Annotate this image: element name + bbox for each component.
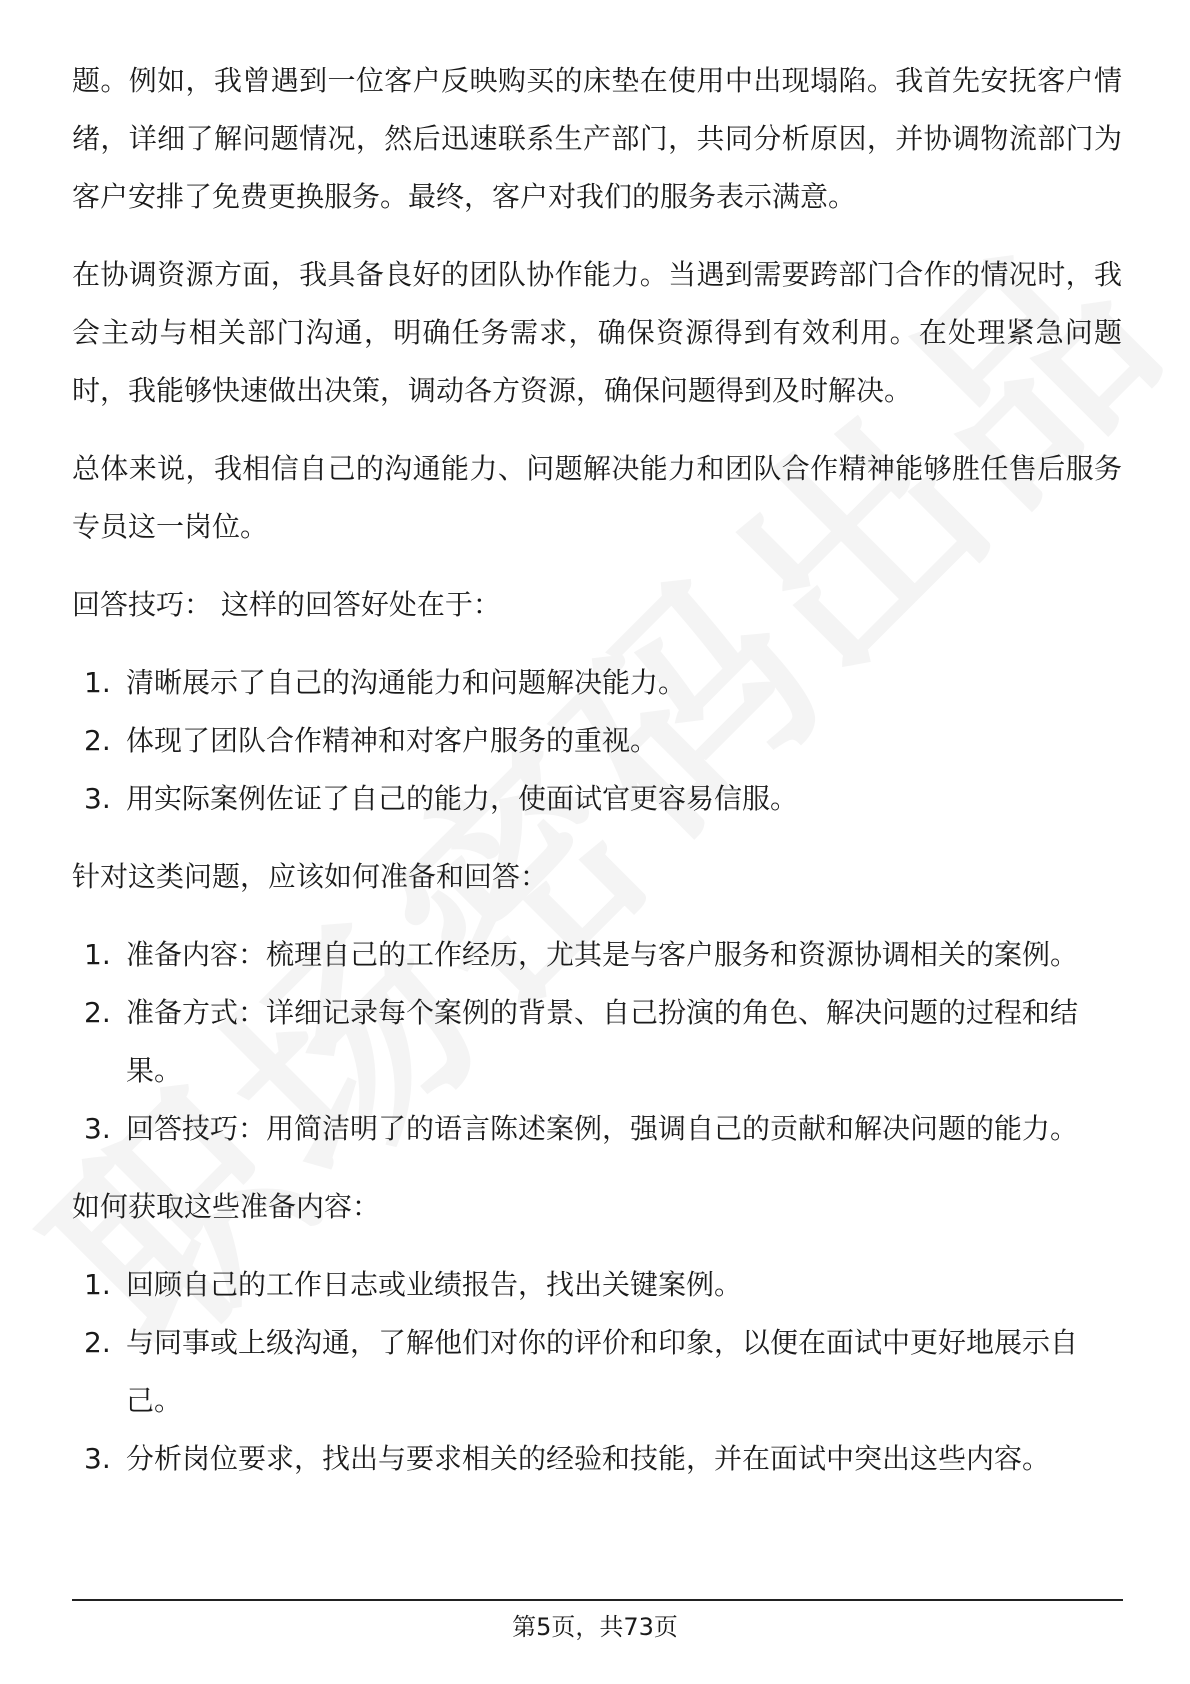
list-number: 2. [84,1326,111,1359]
list-item-text: 准备方式：详细记录每个案例的背景、自己扮演的角色、解决问题的过程和结果。 [126,996,1079,1087]
paragraph-summary: 总体来说，我相信自己的沟通能力、问题解决能力和团队合作精神能够胜任售后服务专员这一岗位。 [72,452,1122,543]
list-number: 2. [84,996,111,1029]
list-item-text: 回顾自己的工作日志或业绩报告，找出关键案例。 [126,1268,743,1301]
list-number: 1. [84,666,111,699]
list-number: 3. [84,1112,111,1145]
list-number: 3. [84,782,111,815]
prepare-list [72,926,1122,1158]
section-heading-how-to-obtain: 如何获取这些准备内容： [72,1190,381,1223]
list-item [72,712,1122,770]
list-item [72,654,1122,712]
list-item-text: 回答技巧：用简洁明了的语言陈述案例，强调自己的贡献和解决问题的能力。 [126,1112,1079,1145]
page-number: 第5页，共73页 [512,1613,678,1641]
list-item-text: 准备内容：梳理自己的工作经历，尤其是与客户服务和资源协调相关的案例。 [126,938,1079,971]
list-item-text: 与同事或上级沟通，了解他们对你的评价和印象，以便在面试中更好地展示自己。 [126,1326,1079,1417]
document-body [72,52,1122,1508]
footer-divider [72,1599,1123,1601]
list-item [72,1100,1122,1158]
list-item [72,1256,1122,1314]
list-item-text: 分析岗位要求，找出与要求相关的经验和技能，并在面试中突出这些内容。 [126,1442,1051,1475]
paragraph-case-example: 题。例如，我曾遇到一位客户反映购买的床垫在使用中出现塌陷。我首先安抚客户情绪，详细了解问题情况，然后迅速联系生产部门，共同分析原因，并协调物流部门为客户安排了免费更换服务。最终，客户对我们的服务表示满意。 [72,64,1122,213]
list-number: 2. [84,724,111,757]
list-item-text: 清晰展示了自己的沟通能力和问题解决能力。 [126,666,687,699]
list-number: 3. [84,1442,111,1475]
list-item [72,770,1122,828]
list-item [72,926,1122,984]
list-item [72,984,1122,1100]
list-item-text: 体现了团队合作精神和对客户服务的重视。 [126,724,659,757]
answer-tips-list [72,654,1122,828]
paragraph-resource-coordination: 在协调资源方面，我具备良好的团队协作能力。当遇到需要跨部门合作的情况时，我会主动与相关部门沟通，明确任务需求，确保资源得到有效利用。在处理紧急问题时，我能够快速做出决策，调动各方资源，确保问题得到及时解决。 [72,258,1122,407]
list-item [72,1430,1122,1488]
obtain-list [72,1256,1122,1488]
list-number: 1. [84,938,111,971]
section-heading-answer-tips: 回答技巧： 这样的回答好处在于： [72,588,501,621]
list-item-text: 用实际案例佐证了自己的能力，使面试官更容易信服。 [126,782,799,815]
list-item [72,1314,1122,1430]
section-heading-how-to-prepare: 针对这类问题，应该如何准备和回答： [72,860,549,893]
list-number: 1. [84,1268,111,1301]
